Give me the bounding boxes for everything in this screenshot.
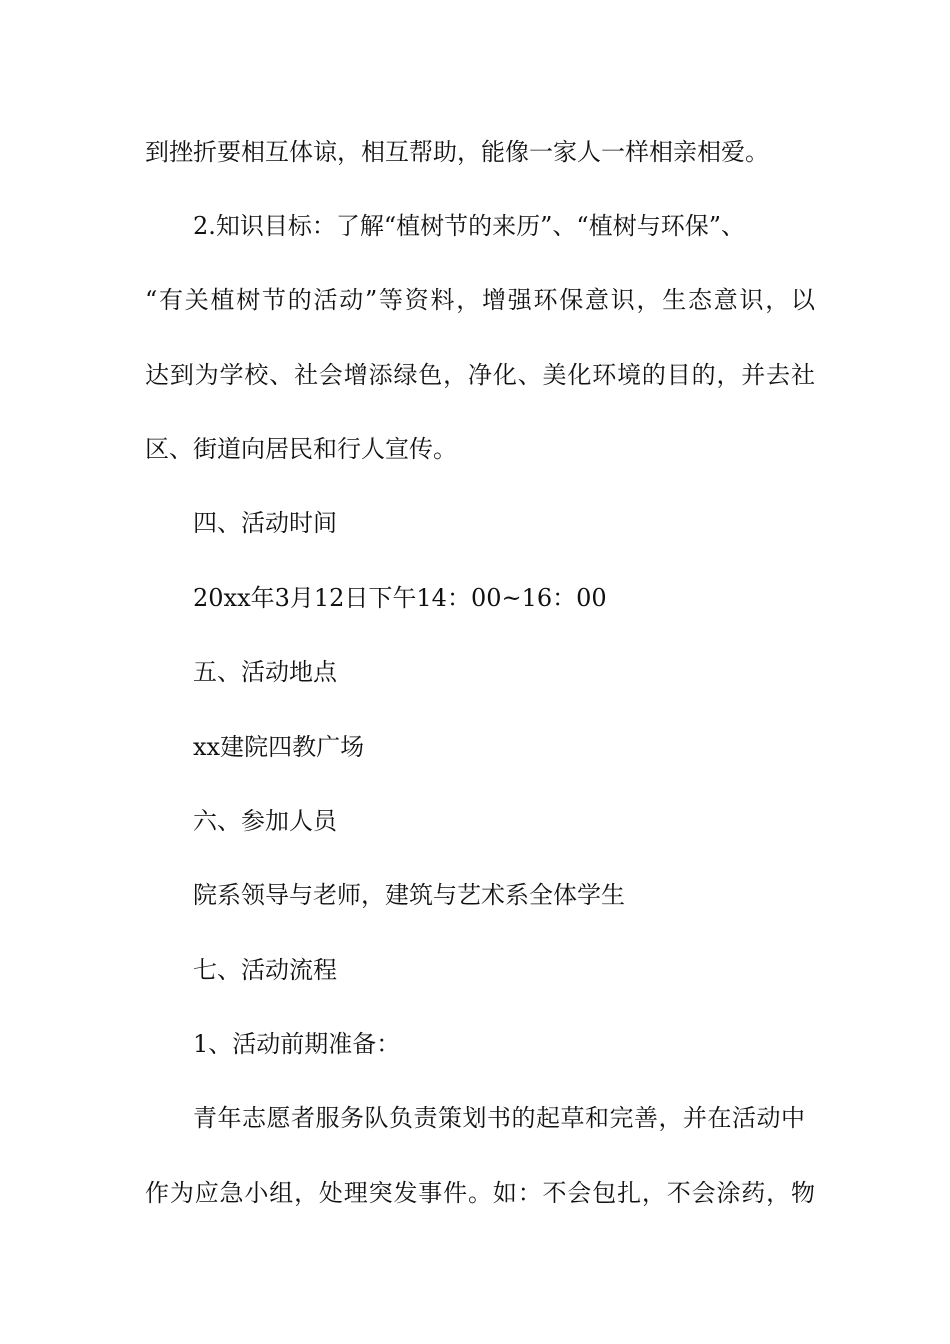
paragraph-line: 2.知识目标：了解“植树节的来历”、“植树与环保”、 — [193, 212, 745, 240]
section-heading: 五、活动地点 — [193, 658, 337, 686]
section-heading: 六、参加人员 — [193, 807, 337, 835]
paragraph-line: xx建院四教广场 — [193, 733, 365, 761]
paragraph-line: 青年志愿者服务队负责策划书的起草和完善，并在活动中 — [193, 1104, 805, 1132]
paragraph-line: 达到为学校、社会增添绿色，净化、美化环境的目的，并去社 — [145, 361, 815, 389]
subsection-heading: 1、活动前期准备： — [193, 1030, 401, 1058]
paragraph-line: 20xx年3月12日下午14：00~16：00 — [193, 584, 607, 612]
paragraph-line: “有关植树节的活动”等资料，增强环保意识，生态意识，以 — [145, 286, 815, 314]
paragraph-line: 作为应急小组，处理突发事件。如：不会包扎，不会涂药，物 — [145, 1179, 815, 1207]
paragraph-line: 到挫折要相互体谅，相互帮助，能像一家人一样相亲相爱。 — [145, 138, 769, 166]
paragraph-line: 区、街道向居民和行人宣传。 — [145, 435, 457, 463]
section-heading: 七、活动流程 — [193, 956, 337, 984]
paragraph-line: 院系领导与老师，建筑与艺术系全体学生 — [193, 881, 625, 909]
section-heading: 四、活动时间 — [193, 509, 337, 537]
